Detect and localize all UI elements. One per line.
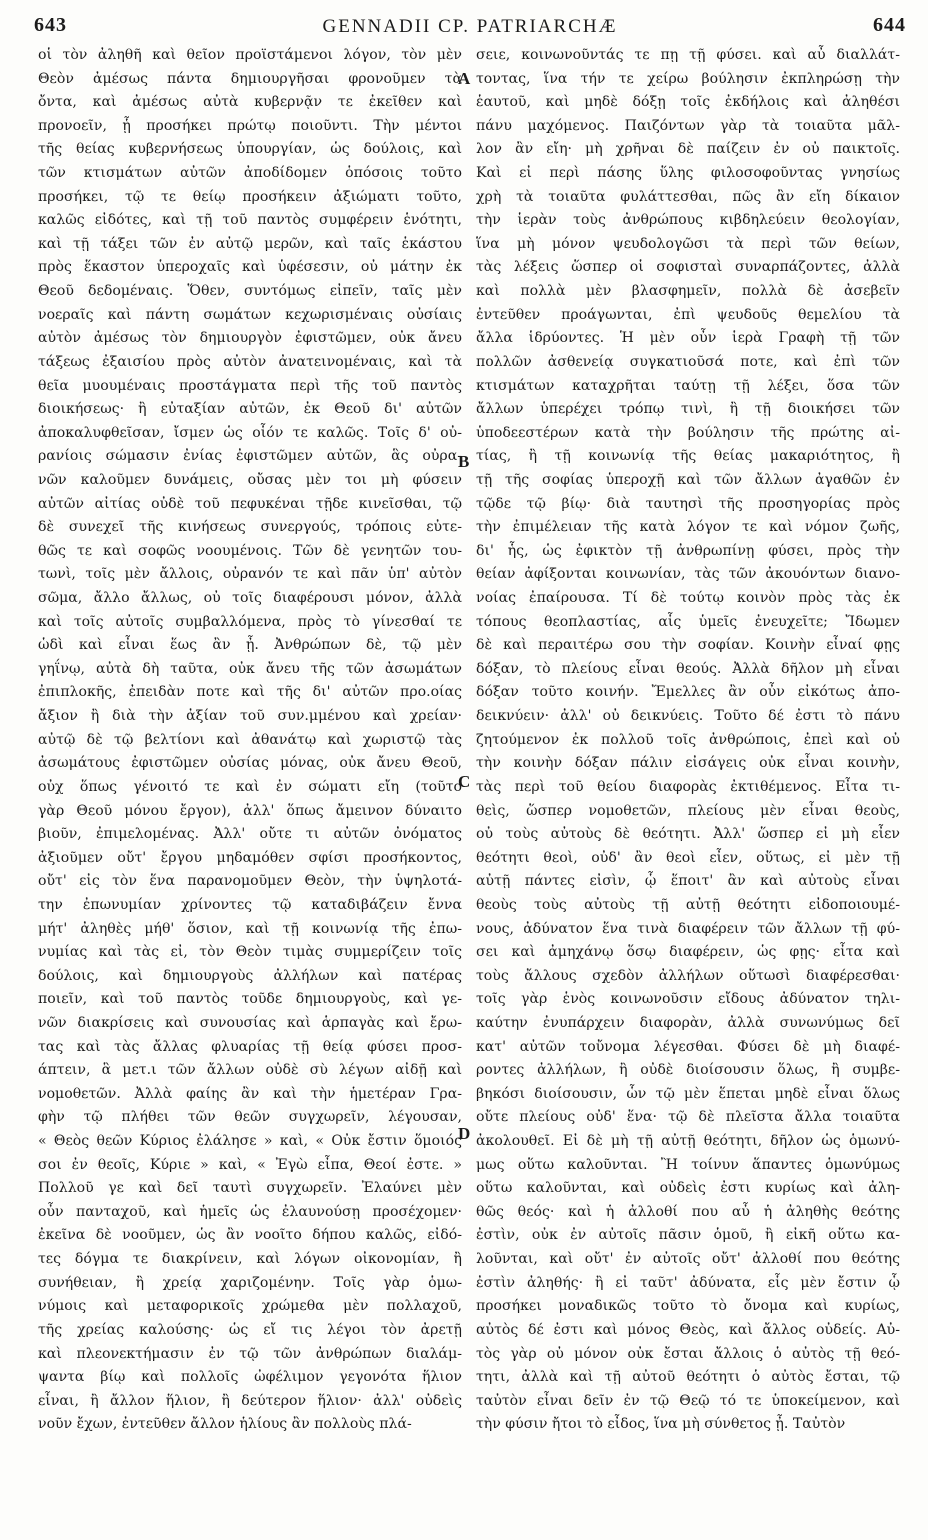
running-title: GENNADII CP. PATRIARCHÆ (322, 16, 618, 37)
left-column-line: Θεὸν ἀμέσως πάντα δημιουργῆσαι φρονοῦμεν τὰ (38, 70, 462, 87)
right-column-line: νους, ἀδύνατον ἕνα τινὰ διαφέρειν τῶν ἄλλων τῇ φύ- (476, 920, 900, 937)
right-column-line: ἐστὶν ἀληθής· ἢ εἰ ταῦτ' ἀδύνατα, εἷς μὲν ἔστιν ᾧ (476, 1274, 900, 1291)
left-column-line: ὄντα, καὶ ἀμέσως αὐτὰ κυβερνᾷν τε ἐκεῖθεν καὶ (38, 94, 462, 111)
right-column-line: θεότητι θεοὶ, οὐδ' ἂν θεοὶ εἶεν, οὕτως, εἰ μὲν τῇ (476, 849, 900, 866)
right-column-line: τὸς γὰρ οὐ μόνον οὐκ ἔσται ἄλλοις ὁ αὐτὸς τῇ θεό- (476, 1345, 900, 1362)
right-column-line: αὐτῇ πάντες εἰσὶν, ᾧ ἕποιτ' ἂν καὶ αὐτοὺς εἶναι (476, 873, 900, 890)
right-column-line: ροντες ἀλλήλων, ἢ οὐδὲ διοίσουσιν ὅλως, ἢ συμβε- (476, 1062, 900, 1079)
left-column-line: αὐτὸν ἀμέσως τὸν δημιουργὸν ἐφιστῶμεν, οὐκ ἄνευ (38, 330, 462, 347)
right-column-line: θεοὺς τοὺς αὐτοὺς τῇ αὐτῇ θεότητι εἰδοποιουμέ- (476, 896, 900, 913)
left-column-line: θεῖα μυουμέναις προστάγματα περὶ τῆς τοῦ παντὸς (38, 377, 462, 394)
right-column-line: δόξαν τοῦτο κοινήν. Ἔμελλες ἂν οὖν εἰκότως ἀπο- (476, 684, 900, 701)
right-column-line: τοῖς γὰρ ἑνὸς κοινωνοῦσιν εἴδους ἀδύνατον τηλι- (476, 991, 900, 1008)
right-column-line: πάνυ μαχόμενος. Παιζόντων γὰρ τὰ τοιαῦτα μᾶλ- (476, 117, 900, 134)
left-column-line: δούλοις, καὶ δημιουργοὺς ἀλλήλων καὶ πατέρας (38, 967, 462, 984)
right-column-line: ἐστὶν, οὐκ ἐν αὐτοῖς πᾶσιν ὁμοῦ, ἢ εἰκῆ οὕτω κα- (476, 1227, 900, 1244)
left-column-line: οὖν πανταχοῦ, καὶ ἡμεῖς ὡς ἐλαυνούσῃ προσέχομεν· (38, 1203, 462, 1220)
left-column-line: την ἐπωνυμίαν χρίνοντες τῷ καταδιβάζειν ἔννα (38, 896, 462, 913)
left-column-line: οἱ τὸν ἀληθῆ καὶ θεῖον προϊστάμενοι λόγον, τὸν μὲν (38, 47, 462, 63)
page-header (34, 14, 906, 44)
right-column-line: ἄλλων ὑπερέχει τρόπῳ τινὶ, ἢ τῇ διοικήσει τῶν (476, 401, 900, 418)
left-column-line: πρὸς ἕκαστον ὑπεροχαῖς καὶ ὑφέσεσιν, οὐ μάτην ἐκ (38, 259, 462, 276)
left-column-line: γὰρ Θεοῦ μόνου ἔργον), ἀλλ' ὅπως ἄμεινον δύναιτο (38, 802, 462, 819)
left-column-line: προνοεῖν, ᾗ προσήκει πρώτῳ ποιοῦντι. Τὴν μέντοι (38, 117, 462, 134)
right-column-line: τόπους θεοπλαστίας, αἷς ὑμεῖς ἐνευχεῖτε; Ἴδωμεν (476, 613, 900, 630)
right-column-line: θείαν ἀφίξονται κοινωνίαν, τὰς τῶν ἀκουόντων διανο- (476, 566, 900, 583)
right-column-line: τὴν ἱερὰν τοὺς ἀνθρώπους κιβδηλεύειν θεολογίαν, (476, 212, 900, 229)
right-column-line: τὴν φύσιν ἤτοι τὸ εἶδος, ἵνα μὴ σύνθετος ᾖ. Ταὐτὸν (476, 1416, 846, 1433)
left-column-line: τωνὶ, τοῖς μὲν ἄλλοις, οὐρανόν τε καὶ πᾶν ὑπ' αὐτὸν (38, 566, 462, 583)
right-column-line: μως οὕτω καλοῦνται. Ἢ τοίνυν ἅπαντες ὁμωνύμως (476, 1156, 900, 1173)
right-column-line: χρὴ τὰ τοιαῦτα φυλάττεσθαι, πῶς ἂν εἴη δίκαιον (476, 188, 900, 205)
right-column-line: θῶς θεός· καὶ ἡ ἀλλοθί που αὖ ἡ ἀληθὴς θεότης (476, 1203, 900, 1220)
right-column-line: οὐ τοὺς αὐτοὺς δὲ θεότητι. Ἀλλ' ὥσπερ εἰ μὴ εἶεν (476, 826, 900, 843)
left-column-line: εἶναι, ἢ ἄλλον ἥλιον, ἢ δεύτερον ἥλιον· ἀλλ' οὐδεὶς (38, 1392, 462, 1409)
left-column-line: σοι ἐν θεοῖς, Κύριε » καὶ, « Ἐγὼ εἶπα, Θεοί ἐστε. » (38, 1156, 462, 1173)
right-column-line: οὔτε πλείους οὐδ' ἕνα· τῷ δὲ πλεῖστα ἄλλα τοιαῦτα (476, 1109, 900, 1126)
right-column-line: τοὺς ἄλλους σχεδὸν ἀλλήλων οὕτωσὶ διαφέρεσθαι· (476, 967, 900, 984)
left-column-line: συνήθειαν, ἢ χρείᾳ χαριζομένην. Τοῖς γὰρ ὁμω- (38, 1274, 462, 1291)
right-column-line: τίας, ἢ τῇ κοινωνίᾳ τῆς θείας μακαριότητος, ἢ (476, 448, 900, 465)
left-column-line: Θεοῦ δεδομέναις. Ὅθεν, συντόμως εἰπεῖν, ταῖς μὲν (38, 283, 462, 300)
left-column-line: νοῦν ἔχων, ἐντεῦθεν ἄλλον ἡλίους ἂν πολλοὺς πλά- (38, 1416, 412, 1433)
left-column-line: νῶν διακρίσεις καὶ συνουσίας καὶ ἁρπαγὰς καὶ ἔρω- (38, 1014, 462, 1031)
left-column-line: ὡδὶ καὶ εἶναι ἕως ἂν ᾖ. Ἀνθρώπων δὲ, τῷ μὲν (38, 637, 462, 654)
left-column-line: οὐχ ὅπως γένοιτό τε καὶ ἐν σώματι εἴη (τοῦτο (38, 778, 462, 795)
left-column-line: νῶν καλοῦμεν δυνάμεις, οὔσας μὲν τοι μὴ φύσειν (38, 471, 462, 488)
left-column-line: τῶν κτισμάτων αὐτῶν ἀποδίδομεν ὁπόσοις τοῦτο (38, 165, 462, 182)
left-column-line: νοεραῖς καὶ πάντη σωμάτων κεχωρισμέναις οὐσίαις (38, 306, 462, 323)
left-column-line: ἀποκαλυφθεῖσαν, ἴσμεν ὡς οἷόν τε καλῶς. Τοῖς δ' οὐ- (38, 424, 462, 441)
left-column-line: τας καὶ τὰς ἄλλας φλυαρίας τῇ θείᾳ φύσει προσ- (38, 1038, 462, 1055)
left-column-line: ποιεῖν, καὶ τοῦ παντὸς τοῦδε δημιουργοὺς, καὶ γε- (38, 991, 462, 1008)
right-column-line: ἄλλα ἱδρύοντες. Ἡ μὲν οὖν ἱερὰ Γραφὴ τῇ τῶν (476, 330, 900, 347)
right-column-line: προσήκει μοναδικῶς τοῦτο τὸ ὄνομα καὶ κυρίως, (476, 1298, 900, 1315)
left-column-line: ἀξιοῦμεν οὔτ' ἔργου μηδαμόθεν σφίσι προσήκοντος, (38, 849, 462, 866)
right-column-line: ὑποδεεστέρων κατὰ τὴν βούλησιν τῆς πρώτης αἰ- (476, 424, 900, 441)
left-column-line: ψαντα βίῳ καὶ πολλοῖς ὠφέλιμον γεγονότα ἥλιον (38, 1369, 462, 1386)
right-column-line: Καὶ εἰ περὶ πάσης ὕλης φιλοσοφοῦντας γνησίως (476, 165, 900, 182)
left-column-line: ἄξιον ἢ διὰ τὴν ἀξίαν τοῦ συν.μμένου καὶ χρείαν· (38, 708, 462, 725)
right-column-line: τὴν κοινὴν δόξαν πάλιν εἰσάγεις οὐκ εἶναι κοινὴν, (476, 755, 900, 772)
left-column-line: καλῶς εἰδότες, καὶ τῇ τοῦ παντὸς συμφέρειν ἑνότητι, (38, 212, 462, 229)
right-column-line: σειε, κοινωνοῦντάς τε πῃ τῇ φύσει. καὶ αὖ διαλλάτ- (476, 47, 900, 63)
right-column-line: ἀκολουθεῖ. Εἰ δὲ μὴ τῇ αὐτῇ θεότητι, δῆλον ὡς ὁμωνύ- (476, 1133, 900, 1150)
margin-marker-b: B (458, 452, 470, 471)
right-column-line: καύτην ἐνυπάρχειν διαφορὰν, ἀλλὰ συνωνύμως δεῖ (476, 1014, 900, 1031)
left-column-line: οὔτ' εἰς τὸν ἕνα παρανομοῦμεν Θεὸν, τὴν ὑψηλοτά- (38, 873, 462, 890)
right-column-line: ἐντεῦθεν προάγωνται, ἐπὶ ψευδοῦς θεμελίου τὰ (476, 306, 900, 323)
right-column-line: βηκόσι διοίσουσιν, ὧν τῷ μὲν ἕπεται μηδὲ εἶναι ὅλως (476, 1085, 900, 1102)
left-column-line: γηΐνῳ, αὐτὰ δὴ ταῦτα, οὐκ ἄνευ τῆς τῶν ἀσωμάτων (38, 660, 462, 677)
margin-marker-c: C (458, 772, 471, 791)
right-column-line: ζητούμενον ἐκ πολλοῦ τοῖς ἀνθρώποις, ἐπεὶ καὶ οὐ (476, 731, 900, 748)
margin-marker-a: A (458, 69, 471, 88)
right-column-line: τῷδε τῷ βίῳ· διὰ ταυτησὶ τῆς προσηγορίας πρὸς (476, 495, 900, 512)
margin-marker-d: D (458, 1124, 471, 1143)
right-column-line: αὐτὸς δέ ἐστι καὶ μόνος Θεὸς, καὶ ἄλλος οὐδείς. Αὐ- (476, 1321, 900, 1338)
left-column-line: νομοθετῶν. Ἀλλὰ φαίης ἂν καὶ τὴν ἡμετέραν Γρα- (38, 1085, 462, 1102)
left-column-line: νυμίας καὶ τὰς εἰ, τὸν Θεὸν τιμὰς συμμερίζειν τοῖς (38, 944, 462, 961)
right-column-line: κτισμάτων καταχρῆται ταύτῃ τῇ λέξει, ὅσα τῶν (476, 377, 900, 394)
right-column-line: καὶ πολλὰ μὲν βλασφημεῖν, πολλὰ δὲ ἀσεβεῖν (476, 283, 900, 300)
right-column-line: νοίας ἐπαίρουσα. Τί δὲ τούτῳ κοινὸν πρὸς τὰς ἐκ (476, 590, 900, 607)
left-column-line: δὲ συνεχεῖ τῆς κινήσεως συνεργούς, τρόποις εὐτε- (38, 519, 462, 536)
left-column-line: ἀσωμάτους ἐφιστῶμεν οὐσίας μόνας, οὐκ ἄνευ Θεοῦ, (38, 755, 462, 772)
left-column-line: καὶ τοῖς αὐτοῖς συμβαλλόμενα, πρὸς τὸ γίνεσθαί τε (38, 613, 462, 630)
page-number-left: 643 (34, 14, 67, 36)
left-column-line: διοικήσεως· ἢ εὐταξίαν αὐτῶν, ἐκ Θεοῦ δι' αὐτῶν (38, 401, 462, 418)
left-column-line: καὶ πλεονεκτήμασιν ἐν τῷ τῶν ἀνθρώπων διαλάμ- (38, 1345, 462, 1362)
left-column-line: ἐκεῖνα δὲ νοοῦμεν, ὡς ἂν νοοῖτο δήπου καλῶς, εἰδό- (38, 1227, 462, 1244)
left-column-line: βιοῦν, ἐπιμελομένας. Ἀλλ' οὔτε τι αὐτῶν ὀνόματος (38, 826, 462, 843)
left-column-line: νύμοις καὶ μεταφορικοῖς χρώμεθα μὲν πολλαχοῦ, (38, 1298, 462, 1315)
left-column-line: καὶ τῇ τάξει τῶν ἐν αὐτῷ μερῶν, καὶ ταῖς ἑκάστου (38, 235, 462, 252)
right-column-line: τὴν ἐπιμέλειαν τῆς κατὰ λόγον τε καὶ νόμον ζωῆς, (476, 519, 900, 536)
right-column-line: οὕτω καλοῦνται, καὶ οὐδεὶς ἐστι κυρίως καὶ ἀλη- (476, 1180, 900, 1197)
left-column-line: τῆς χρείας καλούσης· ὡς εἴ τις λέγοι τὸν ἀρετῇ (38, 1321, 462, 1338)
left-column-line: μήτ' ἀληθὲς μήθ' ὅσιον, καὶ τῇ κοινωνίᾳ τῆς ἐπω- (38, 920, 462, 937)
right-column-line: λοῦνται, καὶ οὔτ' ἐν αὐτοῖς οὔτ' ἀλλοθί που θεότης (476, 1251, 900, 1268)
right-column-line: δι' ἧς, ὡς ἐφικτὸν τῇ ἀνθρωπίνῃ φύσει, πρὸς τὴν (476, 542, 900, 559)
right-column-line: τητι, ἀλλὰ καὶ τῇ αὐτοῦ θεότητι ὁ αὐτὸς ἔσται, τῷ (476, 1369, 900, 1386)
right-column-line: ταὐτὸν εἶναι δεῖν ἐν τῷ Θεῷ τό τε ὑποκείμενον, καὶ (476, 1392, 900, 1409)
left-column-line: τῆς θείας κυβερνήσεως ὑπουργίαν, ὡς δούλοις, καὶ (38, 141, 462, 158)
left-column-line: αὐτῷ δὲ τῷ βελτίονι καὶ ἀθανάτῳ καὶ χωριστῷ τὰς (38, 731, 462, 748)
left-column-line: αὐτῶν αἰτίας οὐδὲ τοῦ πεφυκέναι τῇδε κινεῖσθαι, τῷ (38, 495, 462, 512)
right-column-line: θεὶς, ὥσπερ νομοθετῶν, πλείους μὲν εἶναι θεοὺς, (476, 802, 900, 819)
right-column-line: λον ἂν εἴη· μὴ χρῆναι δὲ παίζειν ἐν οὐ παικτοῖς. (476, 141, 900, 158)
left-text-column (38, 44, 462, 1437)
left-column-line: θῶς τε καὶ σοφῶς νοουμένοις. Τῶν δὲ γενητῶν του- (38, 542, 462, 559)
right-column-line: κατ' αὐτῶν τοὔνομα λέγεσθαι. Φύσει δὲ μὴ διαφέ- (476, 1038, 900, 1055)
right-column-line: ἵνα μὴ μόνον ψευδολογῶσι τὰ περὶ τῶν θείων, (476, 235, 900, 252)
right-text-column (476, 44, 900, 1437)
left-column-line: Πολλοῦ γε καὶ δεῖ ταυτὶ συγχωρεῖν. Ἐλαύνει μὲν (38, 1180, 462, 1197)
right-column-line: ἑαυτοῦ, καὶ μηδὲ δόξῃ τοῖς ἐκδήλοις καὶ ἀληθέσι (476, 94, 900, 111)
left-column-line: άπτειν, ἃ μετ.ι τῶν ἄλλων οὐδὲ σὺ λέγων αἰδῇ καὶ (38, 1062, 462, 1079)
right-column-line: τοντας, ἵνα τήν τε χείρω βούλησιν ἐκπληρώσῃ τὴν (476, 70, 900, 87)
left-column-line: ἐπιπλοκῆς, ἐπειδὰν ποτε καὶ τῆς δι' αὐτῶν προ.οίας (38, 684, 462, 701)
left-column-line: ρανίοις σώμασιν ἐνίας ἐφιστῶμεν αὐτῶν, ἃς οὐρα- (38, 448, 462, 465)
right-column-line: σει καὶ ἀμηχάνῳ ὅσῳ διαφέρειν, ὡς φῃς· εἶτα καὶ (476, 944, 900, 961)
right-column-line: τὰς περὶ τοῦ θείου διαφορὰς ἐκτιθέμενος. Εἶτα τι- (476, 778, 900, 795)
right-column-line: πολλῶν ἀσθενείᾳ συγκατιοῦσά ποτε, καὶ ἐπὶ τῶν (476, 353, 900, 370)
left-column-line: προσήκει, τῷ τε θείῳ προσήκειν ἀξιώματι τοῦτο, (38, 188, 462, 205)
right-column-line: τὰς λέξεις ὥσπερ οἱ σοφισταὶ συναρπάζοντες, ἀλλὰ (476, 259, 900, 276)
left-column-line: « Θεὸς θεῶν Κύριος ἐλάλησε » καὶ, « Οὐκ ἔστιν ὅμοιός (38, 1133, 462, 1150)
left-column-line: σῶμα, ἄλλο ἄλλως, οὐ τοῖς διαφέρουσι μόνον, ἀλλὰ (38, 590, 462, 607)
left-column-line: τες δόγμα τε διακρίνειν, καὶ λόγων οἰκονομίαν, ἢ (38, 1251, 462, 1268)
right-column-line: τῇ τῆς σοφίας ὑπεροχῇ καὶ τῶν ἄλλων ἀγαθῶν ἐν (476, 471, 900, 488)
right-column-line: δόξαν, τὸ πλείους εἶναι θεούς. Ἀλλὰ δῆλον μὴ εἶναι (476, 660, 900, 677)
left-column-line: τάξεως ἐξαισίου πρὸς αὐτὸν ἀνατεινομέναις, καὶ τὰ (38, 353, 462, 370)
page-number-right: 644 (873, 14, 906, 36)
right-column-line: δὲ καὶ περαιτέρω σου τὴν σοφίαν. Κοινὴν εἶναί φῃς (476, 637, 900, 654)
left-column-line: φὴν τῷ πλήθει τῶν θεῶν συγχωρεῖν, λέγουσαν, (38, 1109, 462, 1126)
right-column-line: δεικνύειν· ἀλλ' οὐ δεικνύεις. Τοῦτο δέ ἐστι τὸ πάνυ (476, 708, 900, 725)
